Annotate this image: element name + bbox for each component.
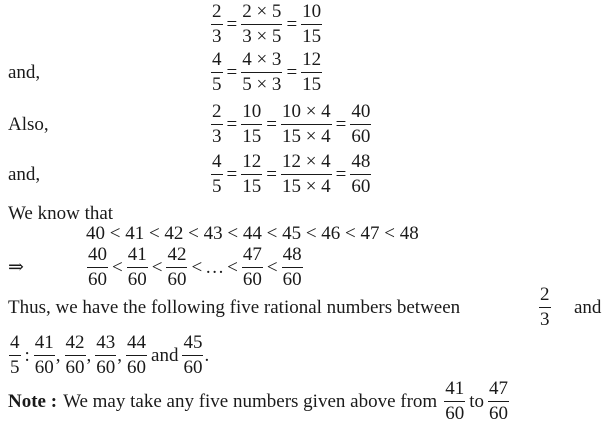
- denominator: 15: [302, 74, 322, 95]
- numerator: 44: [126, 333, 147, 356]
- numerator: 48: [350, 152, 371, 175]
- numerator: 41: [34, 333, 55, 356]
- fraction-inequality: [86, 245, 304, 290]
- denominator: 60: [242, 269, 262, 290]
- numerator: 42: [166, 245, 187, 268]
- equation-1: [210, 2, 323, 47]
- equals-sign: =: [266, 163, 277, 185]
- denominator: 3: [540, 309, 550, 330]
- denominator: 60: [351, 176, 371, 197]
- denominator: 15 × 4: [281, 176, 331, 197]
- fraction: [211, 2, 223, 47]
- fraction: [34, 333, 55, 378]
- numerator: 12: [241, 152, 262, 175]
- numerator: 41: [127, 245, 148, 268]
- denominator: 15 × 4: [281, 126, 331, 147]
- fraction: [444, 379, 465, 424]
- less-than-sign: <: [266, 256, 278, 278]
- denominator: 15: [302, 26, 322, 47]
- fraction: [281, 152, 332, 197]
- fraction: [211, 102, 223, 147]
- numerator: 2: [211, 2, 223, 25]
- and-label: and,: [8, 164, 41, 185]
- numerator: 4 × 3: [241, 50, 282, 73]
- fraction: [241, 2, 282, 47]
- numerator: 12: [301, 50, 322, 73]
- denominator: 60: [127, 269, 147, 290]
- fraction: [211, 152, 223, 197]
- denominator: 60: [96, 357, 116, 378]
- we-know-that-text: We know that: [8, 203, 114, 224]
- integer-inequality: 40 < 41 < 42 < 43 < 44 < 45 < 46 < 47 < 48: [86, 223, 419, 244]
- thus-fraction: [538, 285, 552, 330]
- denominator: 3: [212, 26, 222, 47]
- numerator: 47: [242, 245, 263, 268]
- denominator: 5: [212, 176, 222, 197]
- equals-sign: =: [266, 113, 277, 135]
- numerator: 47: [488, 379, 509, 402]
- denominator: 3 × 5: [242, 26, 282, 47]
- fraction: [301, 50, 322, 95]
- implies-icon: ⇒: [8, 257, 24, 278]
- note-line: [8, 379, 510, 424]
- fraction: [182, 333, 203, 378]
- less-than-sign: <: [191, 256, 203, 278]
- equation-4: [210, 152, 372, 197]
- thus-text: Thus, we have the following five rational numbers between: [8, 297, 461, 318]
- equals-sign: =: [226, 163, 238, 185]
- equals-sign: =: [226, 113, 238, 135]
- fraction: [242, 245, 263, 290]
- fraction: [539, 285, 551, 330]
- fraction: [241, 152, 262, 197]
- equals-sign: =: [286, 61, 298, 83]
- fraction: [282, 245, 303, 290]
- denominator: 60: [183, 357, 203, 378]
- and-label: and,: [8, 62, 41, 83]
- and-word: and: [574, 297, 602, 318]
- numerator: 48: [282, 245, 303, 268]
- less-than-sign: <: [151, 256, 163, 278]
- fraction: [65, 333, 86, 378]
- fraction: [281, 102, 332, 147]
- numerator: 42: [65, 333, 86, 356]
- denominator: 5: [212, 74, 222, 95]
- denominator: 15: [242, 126, 262, 147]
- fraction: [9, 333, 21, 378]
- numerator: 4: [211, 152, 223, 175]
- also-label: Also,: [8, 114, 49, 135]
- fraction: [241, 102, 262, 147]
- note-label: Note :: [8, 390, 58, 412]
- ellipsis: …: [205, 256, 225, 278]
- denominator: 5 × 3: [242, 74, 282, 95]
- fraction: [126, 333, 147, 378]
- fraction: [87, 245, 108, 290]
- denominator: 60: [445, 403, 465, 424]
- numerator: 40: [350, 102, 371, 125]
- fraction: [241, 50, 282, 95]
- rational-numbers-list: $\frac{4}{5}$ : $\frac{41}{60}$ , $\frac{42}{60}$ , $\frac{43}{60}$ , $\frac{44}{60}$ and $\frac{45}{60}$ .: [10, 332, 210, 378]
- numerator: 2: [211, 102, 223, 125]
- equation-3: [210, 102, 372, 147]
- denominator: 60: [167, 269, 187, 290]
- numerator: 12 × 4: [281, 152, 332, 175]
- fraction: [127, 245, 148, 290]
- equals-sign: =: [335, 113, 347, 135]
- equals-sign: =: [226, 13, 238, 35]
- fraction: [95, 333, 116, 378]
- numerator: 10: [241, 102, 262, 125]
- colon: :: [24, 344, 30, 366]
- note-text: We may take any five numbers given above from: [63, 390, 438, 412]
- denominator: 60: [88, 269, 107, 290]
- numerator: 10 × 4: [281, 102, 332, 125]
- numerator: 2 × 5: [241, 2, 282, 25]
- equals-sign: =: [335, 163, 347, 185]
- denominator: 60: [34, 357, 54, 378]
- denominator: 5: [10, 357, 20, 378]
- equals-sign: =: [286, 13, 298, 35]
- numerator: 40: [87, 245, 108, 268]
- numerator: 4: [211, 50, 223, 73]
- fraction: [301, 2, 322, 47]
- numerator: 4: [9, 333, 21, 356]
- fraction: [350, 102, 371, 147]
- fraction: [350, 152, 371, 197]
- numerator: 41: [444, 379, 465, 402]
- denominator: 60: [351, 126, 371, 147]
- fraction: [211, 50, 223, 95]
- equals-sign: =: [226, 61, 238, 83]
- denominator: 60: [127, 357, 147, 378]
- numerator: 43: [95, 333, 116, 356]
- denominator: 60: [282, 269, 302, 290]
- equation-2: [210, 50, 323, 95]
- period: .: [204, 344, 210, 366]
- less-than-sign: <: [227, 256, 238, 278]
- denominator: 60: [488, 403, 508, 424]
- fraction: [166, 245, 187, 290]
- denominator: 3: [212, 126, 222, 147]
- denominator: 60: [65, 357, 85, 378]
- numerator: 10: [301, 2, 322, 25]
- and-word: and: [151, 344, 179, 366]
- fraction: [488, 379, 509, 424]
- to-word: to: [469, 390, 484, 412]
- less-than-sign: <: [112, 256, 123, 278]
- denominator: 15: [242, 176, 262, 197]
- numerator: 45: [182, 333, 203, 356]
- numerator: 2: [539, 285, 551, 308]
